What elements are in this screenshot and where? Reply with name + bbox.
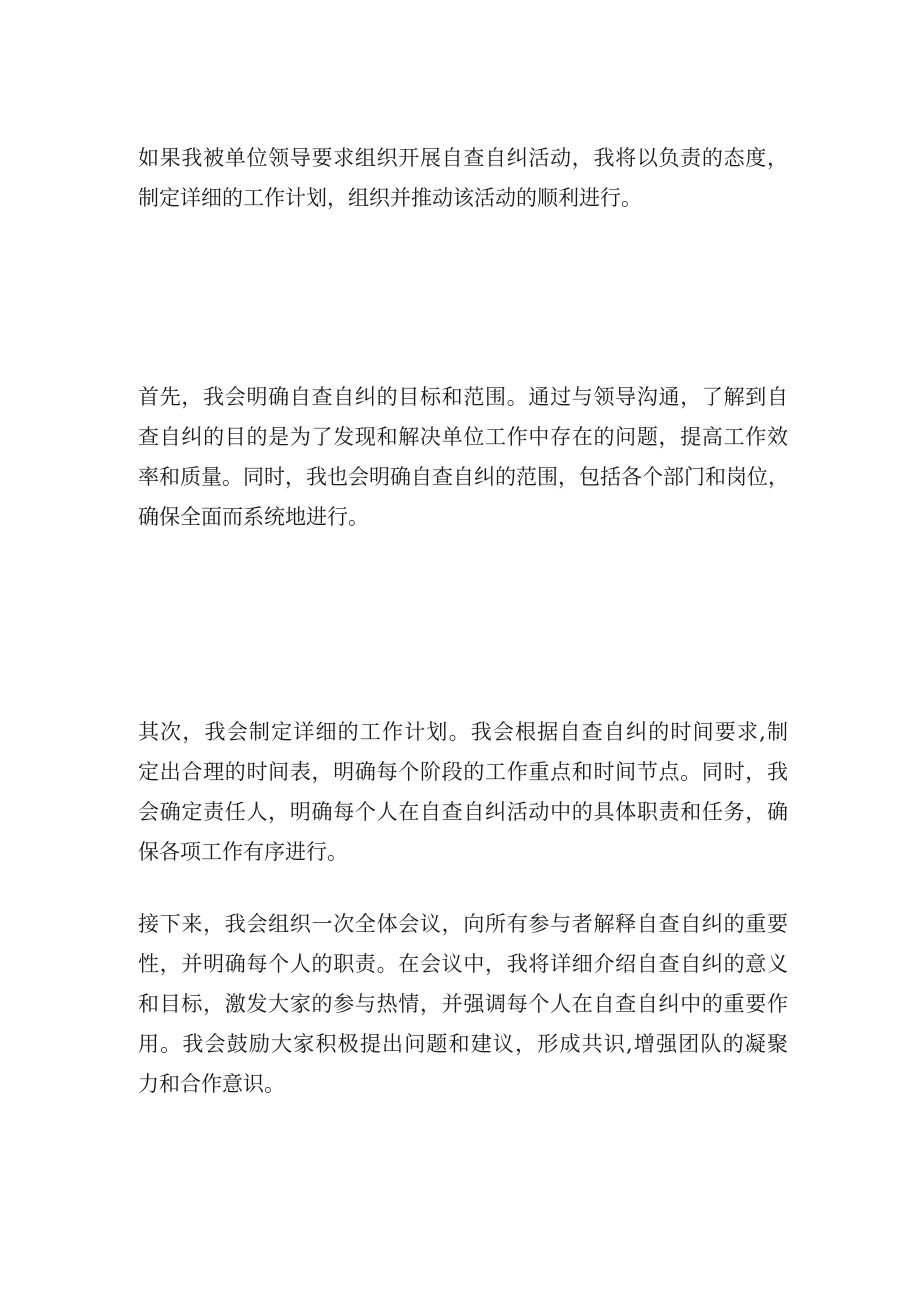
paragraph-line: 确保全面而系统地进行。 bbox=[138, 505, 369, 529]
paragraph-first bbox=[138, 377, 788, 537]
paragraph-next bbox=[138, 904, 788, 1104]
paragraph-line: 其次，我会制定详细的工作计划。我会根据自查自纠的时间要求,制 bbox=[138, 720, 788, 744]
paragraph-intro bbox=[138, 138, 788, 218]
paragraph-line: 查自纠的目的是为了发现和解决单位工作中存在的问题，提高工作效 bbox=[138, 425, 788, 449]
paragraph-line: 如果我被单位领导要求组织开展自查自纠活动，我将以负责的态度， bbox=[138, 146, 788, 170]
paragraph-line: 率和质量。同时，我也会明确自查自纠的范围，包括各个部门和岗位， bbox=[138, 465, 789, 489]
paragraph-line: 保各项工作有序进行。 bbox=[138, 840, 348, 864]
paragraph-line: 定出合理的时间表，明确每个阶段的工作重点和时间节点。同时，我 bbox=[138, 760, 788, 784]
paragraph-line: 力和合作意识。 bbox=[138, 1072, 285, 1096]
paragraph-line: 首先，我会明确自查自纠的目标和范围。通过与领导沟通，了解到自 bbox=[138, 385, 788, 409]
paragraph-second bbox=[138, 712, 788, 872]
paragraph-line: 会确定责任人，明确每个人在自查自纠活动中的具体职责和任务，确 bbox=[138, 800, 788, 824]
paragraph-line: 用。我会鼓励大家积极提出问题和建议，形成共识,增强团队的凝聚 bbox=[138, 1032, 788, 1056]
paragraph-line: 制定详细的工作计划，组织并推动该活动的顺利进行。 bbox=[138, 186, 642, 210]
paragraph-line: 接下来，我会组织一次全体会议，向所有参与者解释自查自纠的重要 bbox=[138, 912, 788, 936]
paragraph-line: 性，并明确每个人的职责。在会议中，我将详细介绍自查自纠的意义 bbox=[138, 952, 788, 976]
paragraph-line: 和目标，激发大家的参与热情，并强调每个人在自查自纠中的重要作 bbox=[138, 992, 788, 1016]
